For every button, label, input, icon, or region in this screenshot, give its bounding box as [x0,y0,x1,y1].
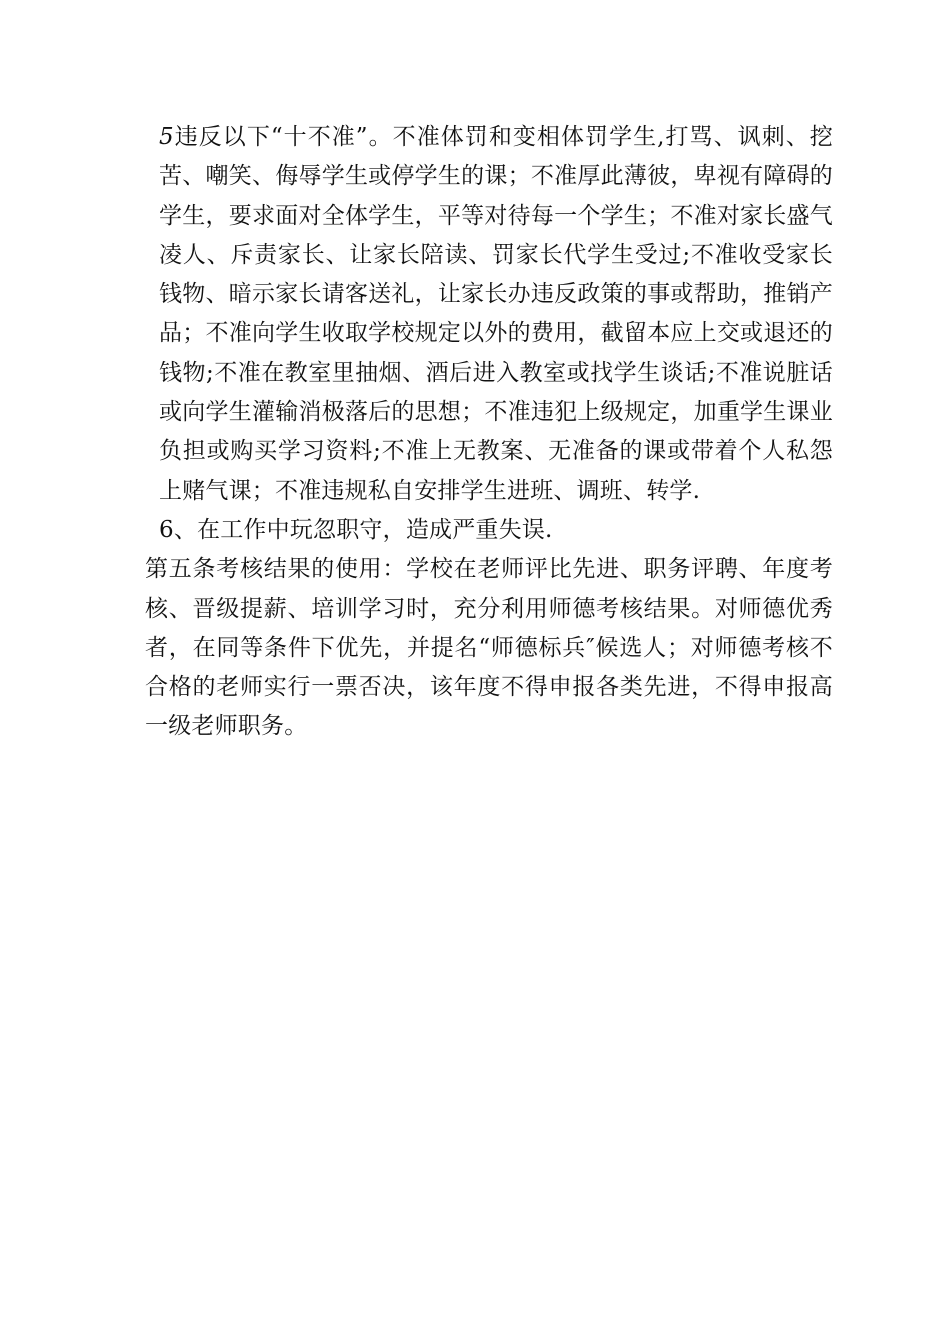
paragraph-text: 违反以下“十不准”。不准体罚和变相体罚学生,打骂、讽刺、挖苦、嘲笑、侮辱学生或停学生的课；不准厚此薄彼，卑视有障碍的学生，要求面对全体学生，平等对待每一个学生；不准对家长盛气凌人、斥责家长、让家长陪读、罚家长代学生受过;不准收受家长钱物、暗示家长请客送礼，让家长办违反政策的事或帮助，推销产品；不准向学生收取学校规定以外的费用，截留本应上交或退还的钱物;不准在教室里抽烟、酒后进入教室或找学生谈话;不准说脏话或向学生灌输消极落后的思想；不准违犯上级规定，加重学生课业负担或购买学习资料;不准上无教案、无准备的课或带着个人私怨上赌气课；不准违规私自安排学生进班、调班、转学. [159,124,833,504]
paragraph-number: 5 [159,124,174,150]
document-page [145,118,833,747]
paragraph-article-5: 第五条考核结果的使用：学校在老师评比先进、职务评聘、年度考核、晋级提薪、培训学习时，充分利用师德考核结果。对师德优秀者，在同等条件下优先，并提名“师德标兵″候选人；对师德考核不合格的老师实行一票否决，该年度不得申报各类先进，不得申报高一级老师职务。 [145,556,833,740]
paragraph-item-6: 6、在工作中玩忽职守，造成严重失误. [159,516,553,543]
paragraph-item-5 [145,118,833,511]
